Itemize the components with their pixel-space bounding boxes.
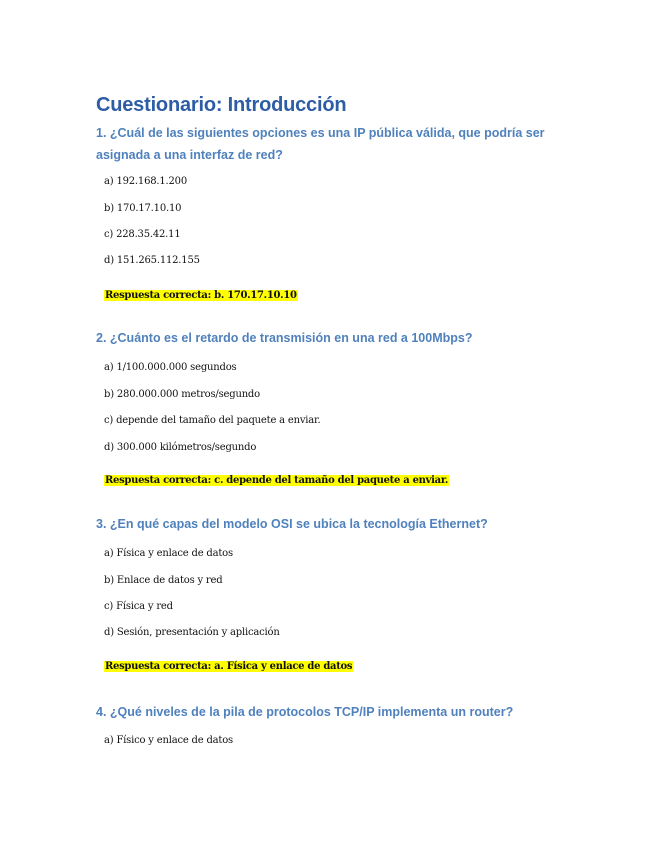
question-3-option-b: b) Enlace de datos y red [104,575,223,586]
question-1-option-a: a) 192.168.1.200 [104,176,188,187]
question-1-option-d: d) 151.265.112.155 [104,255,200,266]
question-1: 1. ¿Cuál de las siguientes opciones es una IP pública válida, que podría ser asignada a una interfaz de red? [96,126,545,162]
question-2-option-d: d) 300.000 kilómetros/segundo [104,442,257,453]
question-1-answer: Respuesta correcta: b. 170.17.10.10 [105,290,297,301]
question-4: 4. ¿Qué niveles de la pila de protocolos TCP/IP implementa un router? [96,705,514,719]
question-1-option-c: c) 228.35.42.11 [104,229,181,240]
question-1-option-b: b) 170.17.10.10 [104,203,182,214]
question-4-option-a: a) Físico y enlace de datos [104,735,233,746]
question-3-answer: Respuesta correcta: a. Física y enlace de datos [105,661,353,672]
question-3-option-a: a) Física y enlace de datos [104,548,233,559]
question-3: 3. ¿En qué capas del modelo OSI se ubica la tecnología Ethernet? [96,517,488,531]
question-2: 2. ¿Cuánto es el retardo de transmisión en una red a 100Mbps? [96,331,473,345]
question-3-option-c: c) Física y red [104,601,173,612]
question-2-option-a: a) 1/100.000.000 segundos [104,362,237,373]
question-3-option-d: d) Sesión, presentación y aplicación [104,627,280,638]
question-2-answer: Respuesta correcta: c. depende del tamaño del paquete a enviar. [105,475,449,486]
question-2-option-b: b) 280.000.000 metros/segundo [104,389,260,400]
document-title: Cuestionario: Introducción [96,94,347,116]
question-2-option-c: c) depende del tamaño del paquete a enviar. [104,415,321,426]
